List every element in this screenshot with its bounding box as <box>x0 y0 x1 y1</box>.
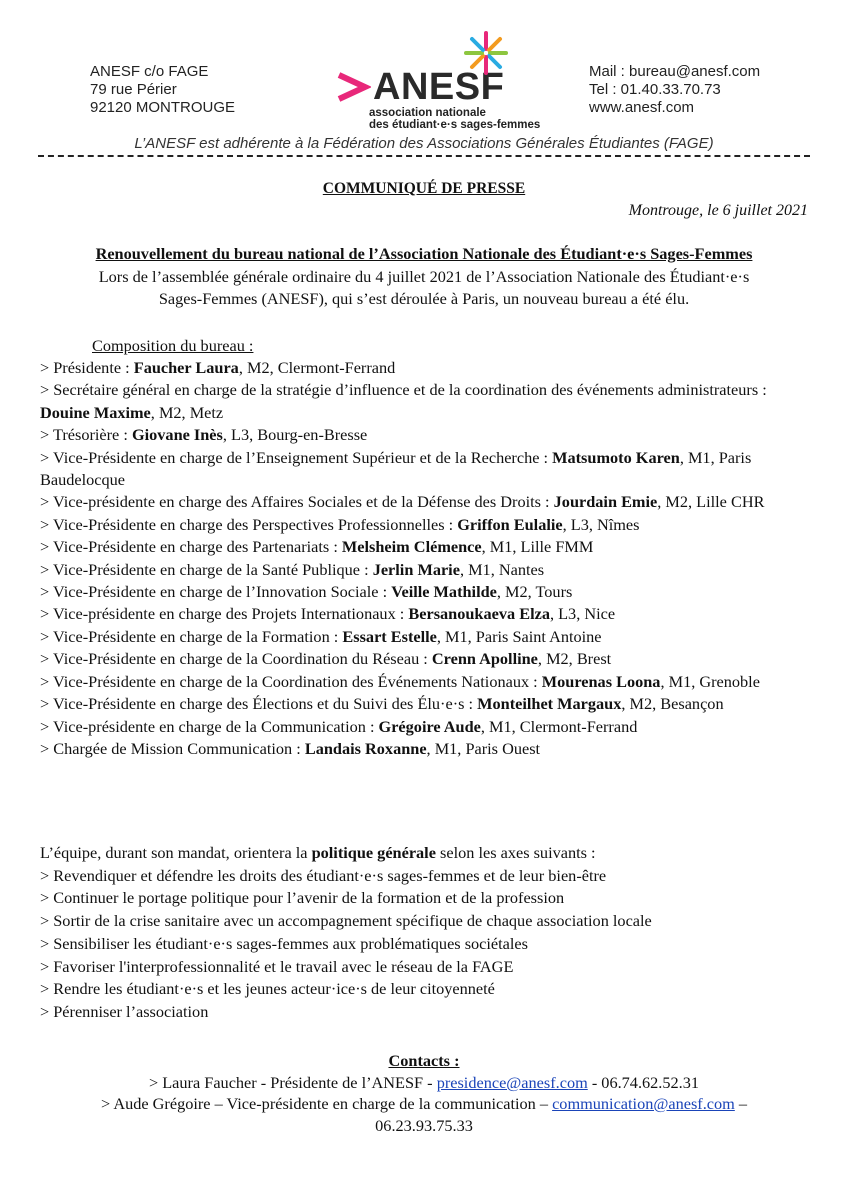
address-line: 79 rue Périer <box>90 81 177 98</box>
member-name: Crenn Apolline <box>431 649 538 669</box>
list-item <box>40 648 812 670</box>
list-item <box>40 671 812 693</box>
contact-text: - 06.74.62.52.31 <box>587 1072 699 1092</box>
list-item: > Sortir de la crise sanitaire avec un accompagnement spécifique de chaque association locale <box>40 911 652 931</box>
address-line: ANESF c/o FAGE <box>90 63 209 80</box>
logo-wordmark-part1: ANE <box>373 66 455 108</box>
list-item: > Continuer le portage politique pour l’avenir de la formation et de la profession <box>40 888 565 908</box>
member-role: > Vice-présidente en charge des Projets Internationaux : <box>40 604 409 624</box>
list-item <box>40 514 812 536</box>
member-name: Mourenas Loona <box>541 671 661 691</box>
list-item <box>40 357 812 379</box>
contact-text: – <box>734 1094 748 1113</box>
list-item <box>40 626 812 648</box>
list-item: > Pérenniser l’association <box>40 1001 209 1021</box>
member-name: Essart Estelle <box>342 626 437 646</box>
member-details: , M1, Lille FMM <box>481 537 594 557</box>
list-item: > Sensibiliser les étudiant·e·s sages-femmes aux problématiques sociétales <box>40 933 528 953</box>
press-release-date: Montrouge, le 6 juillet 2021 <box>628 202 808 219</box>
member-role: > Vice-Présidente en charge des Élections et du Suivi des Élu·e·s : <box>40 694 478 714</box>
fage-membership-note: L’ANESF est adhérente à la Fédération des Associations Générales Étudiantes (FAGE) <box>134 135 714 152</box>
star-burst-icon <box>463 30 509 76</box>
member-role: > Vice-Présidente en charge des Partenariats : <box>40 537 342 557</box>
member-role: > Vice-Présidente en charge de l’Innovation Sociale : <box>40 582 392 602</box>
member-details: , M2, Clermont-Ferrand <box>238 358 396 377</box>
member-role: > Vice-Présidente en charge des Perspectives Professionnelles : <box>40 514 458 534</box>
member-name: Matsumoto Karen <box>552 447 680 467</box>
contacts-title: Contacts : <box>388 1051 460 1070</box>
policy-axes <box>40 842 812 1024</box>
member-details: , M1, Clermont-Ferrand <box>480 716 638 736</box>
presidence-email-link[interactable]: presidence@anesf.com <box>436 1072 588 1092</box>
logo-subtitle-line: association nationale <box>369 107 486 119</box>
member-role: > Vice-Présidente en charge de l’Enseignement Supérieur et de la Recherche : <box>40 447 553 467</box>
contacts-section <box>0 1050 848 1136</box>
header-divider <box>38 155 810 157</box>
bureau-label: Composition du bureau : <box>92 336 254 355</box>
member-name: Giovane Inès <box>131 425 223 445</box>
member-role: > Vice-Présidente en charge de la Santé Publique : <box>40 559 373 579</box>
logo-subtitle <box>369 107 540 131</box>
member-name: Jourdain Emie <box>553 492 658 512</box>
member-name: Landais Roxanne <box>304 738 427 758</box>
list-item <box>40 716 812 738</box>
member-details: , M1, Paris Baudelocque <box>40 447 752 490</box>
member-role: > Trésorière : <box>40 425 132 445</box>
member-name: Grégoire Aude <box>378 716 481 736</box>
contact-line <box>0 1072 848 1094</box>
member-name: Griffon Eulalie <box>457 514 563 534</box>
member-name: Douine Maxime <box>40 402 151 422</box>
communication-email-link[interactable]: communication@anesf.com <box>552 1094 735 1113</box>
member-details: , M1, Nantes <box>459 559 545 579</box>
headline: Renouvellement du bureau national de l’Association Nationale des Étudiant·e·s Sages-Femmes <box>95 244 753 263</box>
chevron-right-icon <box>335 72 371 102</box>
member-role: > Vice-présidente en charge des Affaires Sociales et de la Défense des Droits : <box>40 492 554 512</box>
contact-info <box>589 63 760 117</box>
member-role: > Vice-présidente en charge de la Communication : <box>40 716 379 736</box>
sender-address <box>90 63 235 117</box>
logo-subtitle-line: des étudiant·e·s sages-femmes <box>369 119 541 131</box>
member-role: > Chargée de Mission Communication : <box>40 738 305 758</box>
press-release-title: COMMUNIQUÉ DE PRESSE <box>322 180 526 197</box>
list-item: > Favoriser l'interprofessionnalité et le travail avec le réseau de la FAGE <box>40 956 514 976</box>
member-role: > Vice-Présidente en charge de la Coordination du Réseau : <box>40 649 432 669</box>
list-item <box>40 738 812 760</box>
anesf-logo <box>335 30 541 135</box>
list-item: > Revendiquer et défendre les droits des étudiant·e·s sages-femmes et de leur bien-être <box>40 865 607 885</box>
contact-phone: Tel : 01.40.33.70.73 <box>589 81 721 98</box>
axes-intro-text: selon les axes suivants : <box>435 843 596 862</box>
member-details: , M1, Paris Saint Antoine <box>436 626 602 646</box>
member-details: , L3, Nice <box>549 604 616 624</box>
contact-phone-line: 06.23.93.75.33 <box>375 1115 473 1135</box>
intro-line: Sages-Femmes (ANESF), qui s’est déroulée à Paris, un nouveau bureau a été élu. <box>158 289 690 308</box>
member-details: , M2, Lille CHR <box>657 492 765 512</box>
list-item <box>40 424 812 446</box>
member-details: , L3, Bourg-en-Bresse <box>222 425 368 445</box>
member-details: , M1, Paris Ouest <box>426 738 541 758</box>
member-details: , M2, Metz <box>150 402 224 422</box>
list-item <box>40 559 812 581</box>
member-name: Monteilhet Margaux <box>477 694 622 714</box>
contact-line <box>0 1093 848 1115</box>
axes-intro-text: L’équipe, durant son mandat, orientera la <box>40 843 312 862</box>
member-details: , M1, Grenoble <box>660 671 760 691</box>
member-details: , M2, Tours <box>496 582 573 602</box>
address-line: 92120 MONTROUGE <box>90 99 236 116</box>
member-name: Jerlin Marie <box>372 559 460 579</box>
member-details: , L3, Nîmes <box>562 514 640 534</box>
axes-intro-emphasis: politique générale <box>311 843 436 862</box>
member-role: > Vice-Présidente en charge de la Formation : <box>40 626 343 646</box>
contact-website: www.anesf.com <box>589 99 695 116</box>
intro-line: Lors de l’assemblée générale ordinaire du 4 juillet 2021 de l’Association Nationale des Étudiant·e·s <box>98 266 750 286</box>
contact-text: > Aude Grégoire – Vice-présidente en charge de la communication – <box>100 1094 553 1113</box>
contact-text: > Laura Faucher - Présidente de l’ANESF - <box>148 1072 437 1092</box>
member-name: Melsheim Clémence <box>341 537 482 557</box>
list-item <box>40 693 812 715</box>
list-item <box>40 491 812 513</box>
list-item <box>40 581 812 603</box>
member-details: , M2, Besançon <box>621 694 724 714</box>
member-role: > Présidente : <box>40 358 134 377</box>
member-name: Faucher Laura <box>133 358 239 377</box>
member-details: , M2, Brest <box>537 649 612 669</box>
axes-intro <box>40 842 812 865</box>
member-name: Bersanoukaeva Elza <box>408 604 550 624</box>
list-item: > Rendre les étudiant·e·s et les jeunes acteur·ice·s de leur citoyenneté <box>40 979 495 999</box>
member-role: > Secrétaire général en charge de la stratégie d’influence et de la coordination des événements administrateurs : <box>40 380 767 400</box>
member-role: > Vice-Présidente en charge de la Coordination des Événements Nationaux : <box>40 671 542 691</box>
list-item <box>40 379 812 424</box>
logo-wordmark-part2: SF <box>454 66 505 108</box>
bureau-member-list <box>40 357 812 760</box>
list-item <box>40 603 812 625</box>
member-name: Veille Mathilde <box>391 582 497 602</box>
contact-mail: Mail : bureau@anesf.com <box>589 63 761 80</box>
list-item <box>40 447 812 492</box>
list-item <box>40 536 812 558</box>
headline-block <box>0 243 848 311</box>
